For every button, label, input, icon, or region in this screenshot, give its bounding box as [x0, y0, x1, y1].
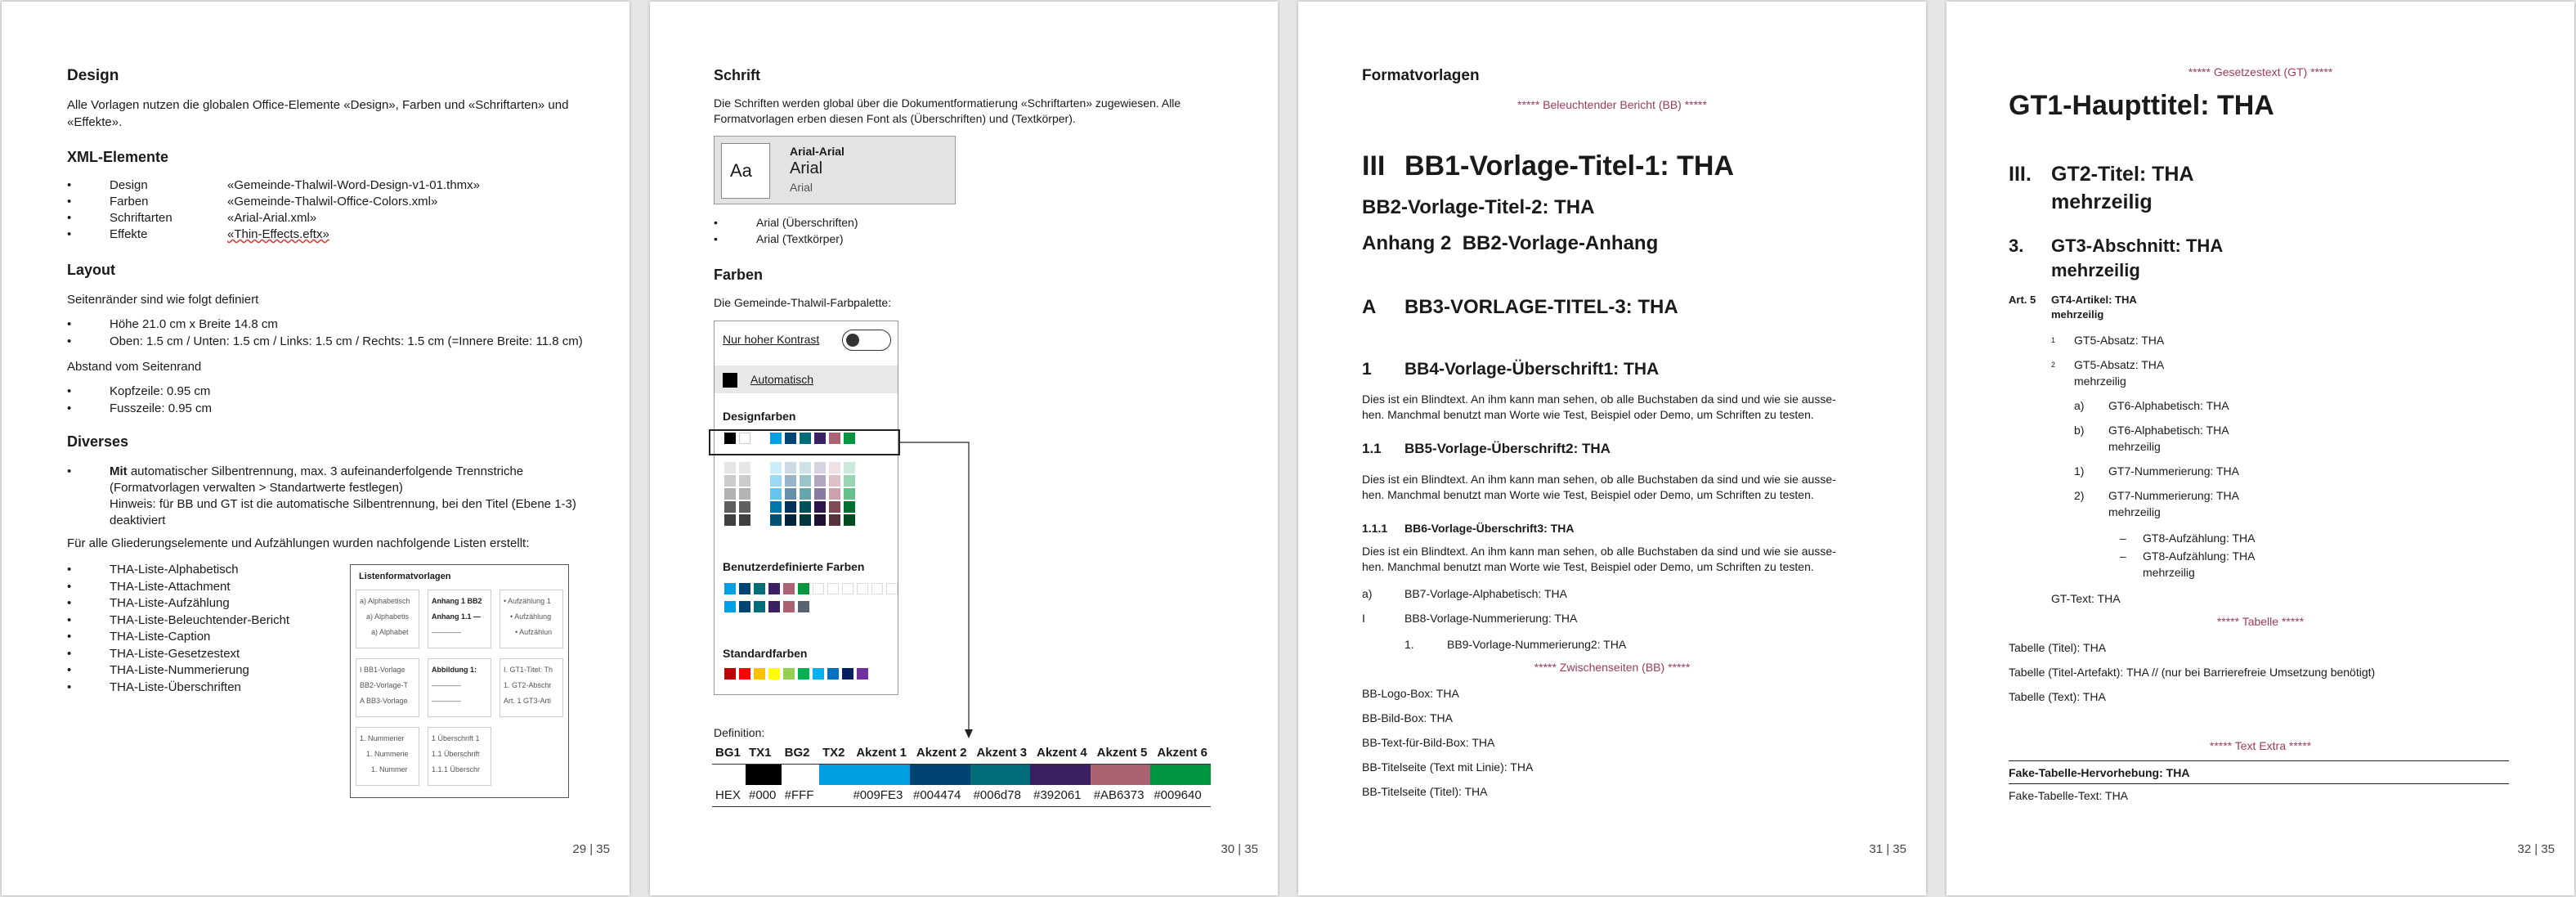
table-header: TX1 [746, 742, 782, 764]
farben-text: Die Gemeinde-Thalwil-Farbpalette: [714, 296, 892, 309]
standard-color-swatch[interactable] [813, 668, 824, 679]
shade-swatch[interactable] [785, 475, 796, 487]
shade-swatch[interactable] [800, 501, 811, 513]
shade-swatch[interactable] [814, 488, 826, 500]
custom-color-swatch[interactable] [798, 601, 809, 612]
page-31: Formatvorlagen ***** Beleuchtender Bericht (BB) ***** III BB1-Vorlage-Titel-1: THA BB2-Vorlage-Titel-2: THA Anhang 2 BB2-Vorlage-Anhang A BB3-VORLAGE-TITEL-3: THA 1 BB4-Vorlage-Überschrift1: THA Dies ist ein Blindtext. An ihm kann man sehen, ob alle Buchstaben da sind und wie sie ausse- hen. Manchmal benutzt man Worte wie Test, Beispiel oder Demo, um Schriften zu testen. 1.1 BB5-Vorlage-Überschrift2: THA Dies ist ein Blindtext. An ihm kann man sehen, ob alle Buchstaben da sind und wie sie ausse- hen. Manchmal benutzt man Worte wie Test, Beispiel oder Demo, um Schriften zu testen. 1.1.1 BB6-Vorlage-Überschrift3: THA Dies ist ein Blindtext. An ihm kann man sehen, ob alle Buchstaben da sind und wie sie ausse- hen. Manchmal benutzt man Worte wie Test, Beispiel oder Demo, um Schriften zu testen. a) BB7-Vorlage-Alphabetisch: THA I BB8-Vorlage-Nummerierung: THA 1. BB9-Vorlage-Nummerierung2: THA ***** Zwischenseiten (BB) ***** BB-Logo-Box: THA BB-Bild-Box: THA BB-Text-für-Bild-Box: THA BB-Titelseite (Text mit Linie): THA BB-Titelseite (Titel): THA 31 | 35 [1298, 2, 1926, 895]
custom-color-swatch[interactable] [783, 601, 795, 612]
design-heading: Design [67, 67, 119, 84]
table-header: Akzent 3 [970, 742, 1031, 764]
shade-swatch[interactable] [770, 514, 782, 526]
table-color-cell [910, 764, 970, 785]
contrast-label: Nur hoher Kontrast [723, 333, 820, 346]
farben-heading: Farben [714, 267, 764, 283]
benutzer-label: Benutzerdefinierte Farben [723, 560, 865, 573]
page-30 [650, 2, 1278, 895]
tabelle-titel: Tabelle (Titel): THA [2009, 641, 2107, 654]
page-number: 32 | 35 [2517, 842, 2555, 856]
schrift-text-1: Die Schriften werden global über die Dokumentformatierung «Schriftarten» zugewiesen. Alle [714, 96, 1181, 110]
standardfarben-label: Standardfarben [723, 647, 808, 660]
blind-text-2b: hen. Manchmal benutzt man Worte wie Test, Beispiel oder Demo, um Schriften zu testen. [1362, 488, 1814, 501]
title1-number: III [1362, 150, 1386, 182]
table-hex-cell: #009FE3 [853, 788, 903, 803]
xml-heading: XML-Elemente [67, 149, 169, 165]
box-item: BB-Text-für-Bild-Box: THA [1362, 736, 1495, 749]
tabelle-marker: ***** Tabelle ***** [2216, 615, 2305, 628]
blind-text-2a: Dies ist ein Blindtext. An ihm kann man sehen, ob alle Buchstaben da sind und wie sie ausse- [1362, 473, 1836, 486]
blind-text-1b: hen. Manchmal benutzt man Worte wie Test, Beispiel oder Demo, um Schriften zu testen. [1362, 408, 1814, 421]
box-item: BB-Titelseite (Titel): THA [1362, 785, 1488, 798]
anhang-number: Anhang 2 [1362, 232, 1452, 254]
gt-marker: ***** Gesetzestext (GT) ***** [2188, 65, 2333, 78]
custom-color-swatch[interactable] [768, 601, 780, 612]
zwischenseiten-marker: ***** Zwischenseiten (BB) ***** [1534, 661, 1691, 674]
shade-swatch[interactable] [770, 501, 782, 513]
color-palette [714, 321, 898, 695]
shade-swatch[interactable] [770, 462, 782, 473]
shade-swatch[interactable] [724, 501, 736, 513]
schrift-text-2: Formatvorlagen erben diesen Font als (Überschriften) und (Textkörper). [714, 112, 1076, 125]
custom-color-swatch[interactable] [768, 583, 780, 594]
box-item: BB-Bild-Box: THA [1362, 711, 1453, 724]
custom-color-swatch[interactable] [739, 601, 750, 612]
lists-intro: Für alle Gliederungselemente und Aufzählungen wurden nachfolgende Listen erstellt: [67, 536, 530, 550]
standard-color-swatch[interactable] [739, 668, 750, 679]
title1: BB1-Vorlage-Titel-1: THA [1404, 150, 1735, 182]
table-hex-cell: #006d78 [973, 788, 1021, 803]
table-color-cell [849, 764, 910, 785]
shade-swatch[interactable] [739, 501, 750, 513]
title3: BB3-VORLAGE-TITEL-3: THA [1404, 296, 1678, 318]
design-text: Alle Vorlagen nutzen die globalen Office-Elemente «Design», Farben und «Schriftarten» und «Effekte». [67, 98, 569, 129]
gt7-item: GT7-Nummerierung: THA [2108, 464, 2240, 478]
empty-swatch[interactable] [842, 583, 853, 594]
bb-marker: ***** Beleuchtender Bericht (BB) ***** [1517, 98, 1707, 111]
shade-swatch[interactable] [785, 462, 796, 473]
gt6-item-2: GT6-Alphabetisch: THA mehrzeilig [2108, 424, 2229, 453]
gt6-item: GT6-Alphabetisch: THA [2108, 399, 2229, 412]
layout-heading: Layout [67, 262, 116, 278]
shade-swatch[interactable] [814, 501, 826, 513]
font-icon: Aa [721, 143, 770, 199]
shade-swatch[interactable] [724, 514, 736, 526]
u1-number: 1 [1362, 360, 1372, 379]
page-32: ***** Gesetzestext (GT) ***** GT1-Haupttitel: THA III. GT2-Titel: THA mehrzeilig 3. GT3-Abschnitt: THA mehrzeilig Art. 5 GT4-Artikel: THA mehrzeilig $^1$ GT5-Absatz: THA $^2$ GT5-Absatz: THA mehrzeilig a) GT6-Alphabetisch: THA b) GT6-Alphabetisch: THA mehrzeilig 1) GT7-Nummerierung: THA 2) GT7-Nummerierung: THA mehrzeilig – GT8-Aufzählung: THA – GT8-Aufzählung: THA mehrzeilig GT-Text: THA ***** Tabelle ***** Tabelle (Titel): THA Tabelle (Titel-Artefakt): THA // (nur bei Barrierefreie Umsetzung benötigt) Tabelle (Text): THA ***** Text Extra ***** Fake-Tabelle-Hervorhebung: THA Fake-Tabelle-Text: THA 32 | 35 [1947, 2, 2574, 895]
shade-swatch[interactable] [814, 462, 826, 473]
blind-text-3b: hen. Manchmal benutzt man Worte wie Test, Beispiel oder Demo, um Schriften zu testen. [1362, 560, 1814, 573]
shade-swatch[interactable] [829, 462, 840, 473]
standard-color-swatch[interactable] [827, 668, 839, 679]
custom-color-swatch[interactable] [798, 583, 809, 594]
table-color-cell [746, 764, 782, 785]
custom-color-swatch[interactable] [724, 583, 736, 594]
empty-swatch[interactable] [813, 583, 824, 594]
table-header: BG2 [782, 742, 819, 764]
table-color-cell [1091, 764, 1151, 785]
gt2-title: GT2-Titel: THA mehrzeilig [2051, 163, 2194, 213]
numm-item: BB8-Vorlage-Nummerierung: THA [1404, 612, 1578, 625]
custom-color-swatch[interactable] [739, 583, 750, 594]
table-color-cell [819, 764, 849, 785]
gt-text: GT-Text: THA [2051, 592, 2121, 605]
divider [2009, 760, 2509, 761]
table-header: Akzent 5 [1091, 742, 1151, 764]
custom-colors[interactable] [715, 583, 898, 616]
diverses-heading: Diverses [67, 433, 129, 450]
color-definition-table [712, 742, 1211, 807]
shade-swatch[interactable] [800, 462, 811, 473]
gt3-title: GT3-Abschnitt: THA mehrzeilig [2051, 235, 2224, 280]
standard-color-swatch[interactable] [842, 668, 853, 679]
gt4-title: GT4-Artikel: THA mehrzeilig [2051, 294, 2137, 321]
box-item: BB-Titelseite (Text mit Linie): THA [1362, 760, 1534, 774]
u2-title: BB5-Vorlage-Überschrift2: THA [1404, 441, 1611, 456]
custom-color-swatch[interactable] [754, 583, 765, 594]
empty-swatch[interactable] [871, 583, 883, 594]
shade-swatch[interactable] [814, 475, 826, 487]
table-header: BG1 [712, 742, 746, 764]
table-color-cell [712, 764, 746, 785]
blind-text-3a: Dies ist ein Blindtext. An ihm kann man sehen, ob alle Buchstaben da sind und wie sie ausse- [1362, 545, 1836, 558]
definition-label: Definition: [714, 726, 765, 739]
shade-swatch[interactable] [844, 488, 855, 500]
gt8-item: GT8-Aufzählung: THA [2143, 531, 2256, 545]
custom-color-swatch[interactable] [783, 583, 795, 594]
auto-color-option[interactable]: Automatisch [715, 366, 898, 393]
xml-list: • Design «Gemeinde-Thalwil-Word-Design-v1-01.thmx» • Farben «Gemeinde-Thalwil-Office-Colors.xml» • Schriftarten «Arial-Arial.xml» • Effekte «Thin-Effects.eftx» [67, 178, 481, 241]
title3-number: A [1362, 296, 1377, 318]
page-29 [2, 2, 629, 895]
custom-color-swatch[interactable] [754, 601, 765, 612]
shade-swatch[interactable] [724, 475, 736, 487]
table-header: Akzent 6 [1150, 742, 1211, 764]
page-number: 30 | 35 [1221, 842, 1258, 856]
u3-title: BB6-Vorlage-Überschrift3: THA [1404, 522, 1575, 535]
shade-swatch[interactable] [800, 488, 811, 500]
u3-number: 1.1.1 [1362, 522, 1388, 535]
formatvorlagen-heading: Formatvorlagen [1362, 67, 1480, 84]
table-hex-cell: #FFF [784, 788, 814, 803]
arrow-icon [895, 439, 974, 742]
page-number: 29 | 35 [572, 842, 610, 856]
shade-swatch[interactable] [739, 462, 750, 473]
shade-swatch[interactable] [829, 501, 840, 513]
fake-tabelle-hervorhebung: Fake-Tabelle-Hervorhebung: THA [2009, 766, 2190, 779]
table-hex-cell: #009640 [1154, 788, 1202, 803]
shade-swatch[interactable] [770, 488, 782, 500]
divider [2009, 783, 2509, 784]
font-preview[interactable]: Aa Arial-Arial Arial Arial [714, 136, 956, 204]
numm2-item: BB9-Vorlage-Nummerierung2: THA [1447, 638, 1627, 651]
shade-swatch[interactable] [739, 488, 750, 500]
standard-color-swatch[interactable] [783, 668, 795, 679]
u2-number: 1.1 [1362, 441, 1382, 456]
gt8-item-2: GT8-Aufzählung: THA mehrzeilig [2143, 549, 2256, 579]
custom-color-swatch[interactable] [724, 601, 736, 612]
standard-color-swatch[interactable] [798, 668, 809, 679]
shade-swatch[interactable] [785, 501, 796, 513]
shade-swatch[interactable] [739, 514, 750, 526]
abstand-list: • Kopfzeile: 0.95 cm • Fusszeile: 0.95 cm [67, 384, 213, 415]
page-number: 31 | 35 [1869, 842, 1906, 856]
shade-swatch[interactable] [724, 462, 736, 473]
blind-text-1a: Dies ist ein Blindtext. An ihm kann man sehen, ob alle Buchstaben da sind und wie sie ausse- [1362, 392, 1836, 406]
table-hex-cell: #004474 [913, 788, 961, 803]
table-hex-cell: #AB6373 [1093, 788, 1145, 803]
abstand-text: Abstand vom Seitenrand [67, 360, 202, 374]
box-item: BB-Logo-Box: THA [1362, 687, 1459, 700]
gt5-item-2: GT5-Absatz: THA mehrzeilig [2074, 358, 2165, 388]
shade-swatch[interactable] [800, 514, 811, 526]
table-color-cell [1150, 764, 1211, 785]
table-hex-cell: #000 [749, 788, 777, 803]
lists: • THA-Liste-Alphabetisch • THA-Liste-Attachment • THA-Liste-Aufzählung • THA-Liste-Beleuchtender-Bericht • THA-Liste-Caption • THA-Liste-Gesetzestext • THA-Liste-Nummerierung • THA-Liste-Überschriften [67, 563, 290, 694]
standard-colors[interactable] [715, 668, 898, 684]
layout-list: • Höhe 21.0 cm x Breite 14.8 cm • Oben: 1.5 cm / Unten: 1.5 cm / Links: 1.5 cm / Rechts: 1.5 cm (=Innere Breite: 11.8 cm) [67, 317, 583, 348]
designfarben-label: Designfarben [723, 410, 796, 423]
diverses-block: • Mit automatischer Silbentrennung, max. 3 aufeinanderfolgende Trennstriche (Formatvorlagen verwalten > Standartwerte festlegen) Hinweis: für BB und GT ist die automatische Silbentrennung, bei den Titel (Ebene 1-3) deaktiviert [67, 464, 576, 527]
shade-swatch[interactable] [844, 462, 855, 473]
shade-swatch[interactable] [770, 475, 782, 487]
shade-swatch[interactable] [800, 475, 811, 487]
table-header: Akzent 4 [1030, 742, 1091, 764]
table-color-cell [782, 764, 819, 785]
font-list: • Arial (Überschriften) • Arial (Textkörper) [714, 216, 858, 245]
shade-swatch[interactable] [829, 514, 840, 526]
u1-title: BB4-Vorlage-Überschrift1: THA [1404, 360, 1660, 379]
table-header: Akzent 1 [849, 742, 910, 764]
gt1-title: GT1-Haupttitel: THA [2009, 90, 2274, 121]
standard-color-swatch[interactable] [754, 668, 765, 679]
fake-tabelle-text: Fake-Tabelle-Text: THA [2009, 789, 2129, 802]
listenformatvorlagen-box: Listenformatvorlagen a) Alphabetisch a) Alphabetis a) Alphabet Anhang 1 BB2 Anhang 1.1 — ———— • Aufzählung 1 • Aufzählung • Aufzählun I BB1-Vorlage BB2-Vorlage-T A BB3-Vorlage Abbildung 1: ———— ———— I. GT1-Titel: Th 1. GT2-Abschr Art. 1 GT3-Arti 1. Nummerier 1. Nummerie 1. Nummer 1 Überschrift 1 1.1 Überschrift 1.1.1 Überschr [350, 564, 569, 798]
table-color-cell [1030, 764, 1091, 785]
table-color-cell [970, 764, 1031, 785]
shade-swatch[interactable] [844, 501, 855, 513]
standard-color-swatch[interactable] [768, 668, 780, 679]
tabelle-titel-artefakt: Tabelle (Titel-Artefakt): THA // (nur bei Barrierefreie Umsetzung benötigt) [2009, 666, 2376, 679]
standard-color-swatch[interactable] [724, 668, 736, 679]
alpha-item: BB7-Vorlage-Alphabetisch: THA [1404, 587, 1567, 600]
theme-highlight [709, 429, 900, 455]
table-hex-cell: HEX [715, 788, 741, 803]
standard-color-swatch[interactable] [857, 668, 868, 679]
text-extra-marker: ***** Text Extra ***** [2209, 739, 2312, 752]
shade-swatch[interactable] [829, 488, 840, 500]
tabelle-text: Tabelle (Text): THA [2009, 690, 2106, 703]
table-hex-cell [819, 785, 849, 806]
schrift-heading: Schrift [714, 67, 761, 83]
anhang-title: BB2-Vorlage-Anhang [1462, 232, 1659, 254]
gt7-item-2: GT7-Nummerierung: THA mehrzeilig [2108, 489, 2240, 518]
shade-swatch[interactable] [844, 475, 855, 487]
shade-swatch[interactable] [829, 475, 840, 487]
shade-swatch[interactable] [844, 514, 855, 526]
title2: BB2-Vorlage-Titel-2: THA [1362, 196, 1595, 218]
table-header: TX2 [819, 742, 849, 764]
shade-swatch[interactable] [739, 475, 750, 487]
shade-swatch[interactable] [785, 514, 796, 526]
theme-shade-grid[interactable] [715, 462, 898, 527]
empty-swatch[interactable] [857, 583, 868, 594]
shade-swatch[interactable] [785, 488, 796, 500]
shade-swatch[interactable] [814, 514, 826, 526]
layout-intro: Seitenränder sind wie folgt definiert [67, 293, 259, 307]
gt5-item: GT5-Absatz: THA [2074, 334, 2165, 347]
contrast-toggle[interactable] [842, 330, 891, 351]
table-header: Akzent 2 [910, 742, 970, 764]
shade-swatch[interactable] [724, 488, 736, 500]
empty-swatch[interactable] [827, 583, 839, 594]
table-hex-cell: #392061 [1033, 788, 1082, 803]
